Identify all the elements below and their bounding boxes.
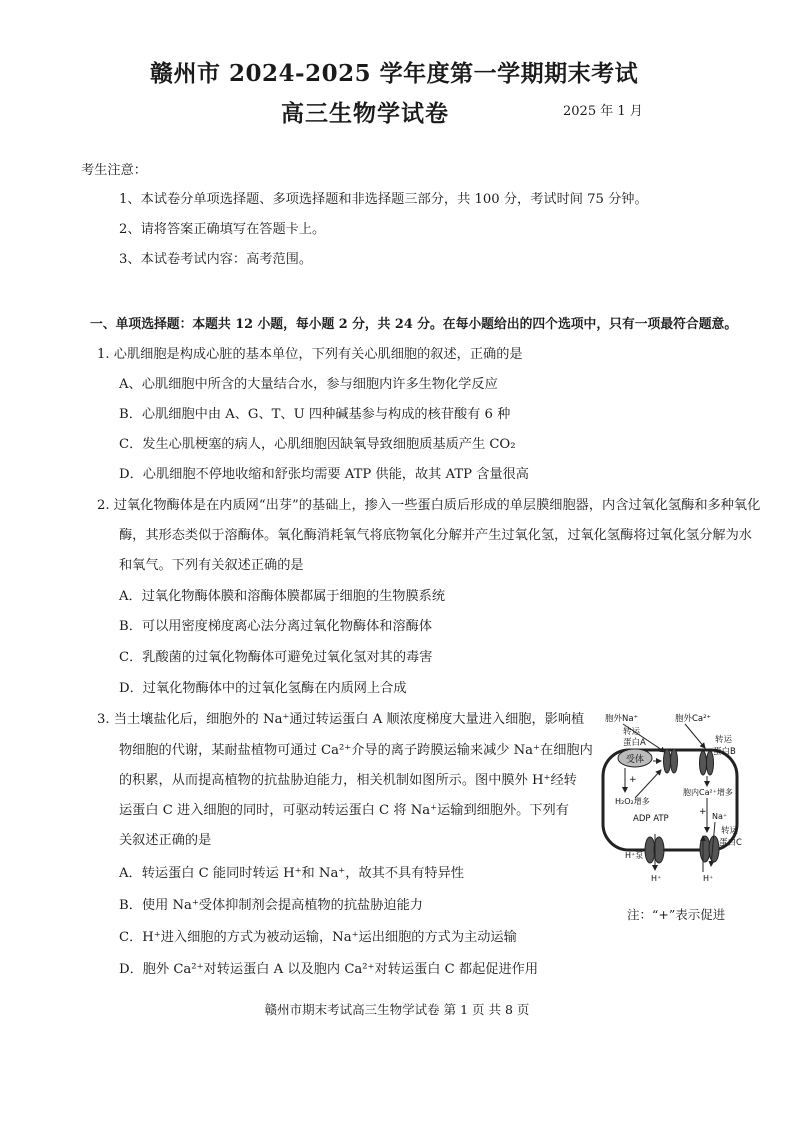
na-in-label: Na⁺ [712, 812, 728, 821]
exam-date: 2025 年 1 月 [563, 104, 643, 119]
protein-a-label: 转运 [623, 727, 641, 737]
q1-stem: 1. 心肌细胞是构成心脏的基本单位，下列有关心肌细胞的叙述，正确的是 [97, 347, 523, 362]
receptor-label: 受体 [625, 755, 645, 765]
protein-a-shape [664, 749, 671, 773]
ca-entry-arrow [685, 724, 705, 748]
h-bottom-label: H⁺ [651, 874, 662, 883]
protein-b-label: 转运 [715, 735, 733, 745]
promote-plus: + [629, 775, 637, 785]
exam-subtitle: 高三生物学试卷 [281, 100, 449, 127]
section-heading: 一、单项选择题：本题共 12 小题，每小题 2 分，共 24 分。在每小题给出的四个选项中，只有一项最符合题意。 [90, 317, 738, 332]
na-out-label: 胞外Na⁺ [605, 714, 639, 724]
ca-out-label: 胞外Ca²⁺ [675, 714, 712, 724]
q3-stem: 物细胞的代谢，某耐盐植物可通过 Ca²⁺介导的离子跨膜运输来减少 Na⁺在细胞内 [119, 743, 593, 758]
h2o2-feedback-arrow [635, 770, 661, 798]
q3-stem: 关叙述正确的是 [119, 833, 212, 848]
protein-c-label: 蛋白C [719, 838, 742, 848]
protein-b-label: 蛋白B [713, 747, 736, 757]
page-footer: 赣州市期末考试高三生物学试卷 第 1 页 共 8 页 [264, 1002, 530, 1017]
q2-option-a: A．过氧化物酶体膜和溶酶体膜都属于细胞的生物膜系统 [119, 589, 446, 604]
q2-option-d: D．过氧化物酶体中的过氧化氢酶在内质网上合成 [119, 681, 407, 696]
diagram-note: 注：“+”表示促进 [627, 907, 726, 922]
notice-item: 1、本试卷分单项选择题、多项选择题和非选择题三部分，共 100 分，考试时间 75 分钟。 [119, 192, 648, 207]
adp-atp-label: ADP ATP [633, 814, 669, 824]
q1-option-a: A、心肌细胞中所含的大量结合水，参与细胞内许多生物化学反应 [119, 377, 498, 392]
ca-in-label: 胞内Ca²⁺增多 [683, 788, 733, 797]
q3-option-a: A．转运蛋白 C 能同时转运 H⁺和 Na⁺，故其不具有特异性 [119, 866, 464, 881]
q2-stem: 2. 过氧化物酶体是在内质网“出芽”的基础上，掺入一些蛋白质后形成的单层膜细胞器，内含过氧化氢酶和多种氧化 [97, 498, 761, 513]
q3-option-b: B．使用 Na⁺受体抑制剂会提高植物的抗盐胁迫能力 [119, 898, 423, 913]
promote-plus: + [699, 807, 707, 817]
q2-stem: 酶，其形态类似于溶酶体。氧化酶消耗氧气将底物氧化分解并产生过氧化氢，过氧化氢酶将过氧化氢分解为水 [119, 528, 752, 543]
q3-stem: 的积累，从而提高植物的抗盐胁迫能力，相关机制如图所示。图中膜外 H⁺经转 [119, 773, 577, 788]
protein-a-label: 蛋白A [623, 738, 646, 748]
q1-option-b: B．心肌细胞中由 A、G、T、U 四种碱基参与构成的核苷酸有 6 种 [119, 407, 511, 422]
notice-item: 2、请将答案正确填写在答题卡上。 [119, 222, 326, 237]
h-bottom-label: H⁺ [703, 874, 714, 883]
q3-option-d: D．胞外 Ca²⁺对转运蛋白 A 以及胞内 Ca²⁺对转运蛋白 C 都起促进作用 [119, 962, 539, 977]
q3-stem: 运蛋白 C 进入细胞的同时，可驱动转运蛋白 C 将 Na⁺运输到细胞外。下列有 [119, 803, 569, 818]
q3-stem: 3. 当土壤盐化后，细胞外的 Na⁺通过转运蛋白 A 顺浓度梯度大量进入细胞，影响植 [97, 712, 585, 727]
protein-b-shape [700, 751, 707, 775]
notice-item: 3、本试卷考试内容：高考范围。 [119, 252, 313, 267]
protein-a-shape [671, 749, 678, 773]
exam-title: 赣州市 2024-2025 学年度第一学期期末考试 [150, 60, 639, 87]
q2-stem: 和氧气。下列有关叙述正确的是 [119, 558, 304, 573]
q3-cell-diagram [595, 706, 745, 891]
q1-option-c: C．发生心肌梗塞的病人，心肌细胞因缺氧导致细胞质基质产生 CO₂ [119, 437, 516, 452]
protein-c-shape [709, 836, 719, 862]
q2-option-c: C．乳酸菌的过氧化物酶体可避免过氧化氢对其的毒害 [119, 650, 433, 665]
q3-option-c: C．H⁺进入细胞的方式为被动运输，Na⁺运出细胞的方式为主动运输 [119, 930, 517, 945]
notice-heading: 考生注意： [81, 163, 147, 178]
h2o2-label: H₂O₂增多 [615, 797, 650, 806]
q1-option-d: D．心肌细胞不停地收缩和舒张均需要 ATP 供能，故其 ATP 含量很高 [119, 467, 529, 482]
protein-c-label: 转运 [721, 826, 739, 836]
q2-option-b: B．可以用密度梯度离心法分离过氧化物酶体和溶酶体 [119, 619, 433, 634]
h-pump-label: H⁺泵 [625, 851, 644, 860]
